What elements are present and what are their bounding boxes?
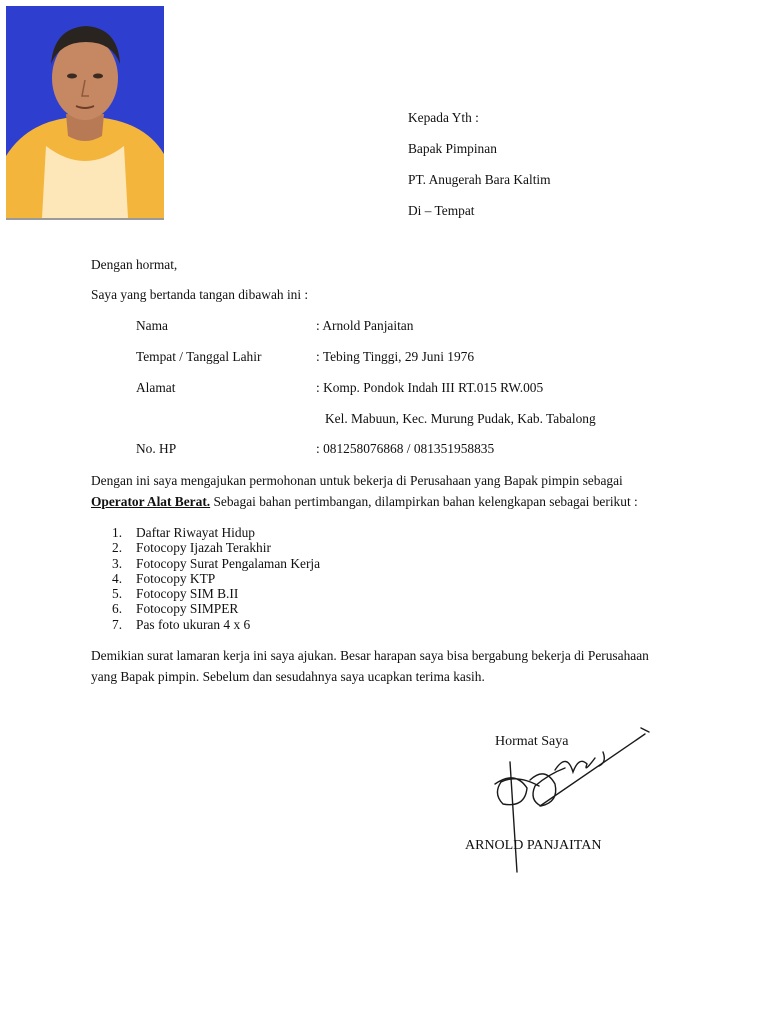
list-item: [112, 601, 512, 616]
list-item-number: 3.: [112, 555, 123, 571]
list-item: [112, 586, 512, 601]
position-applied: Operator Alat Berat.: [91, 493, 211, 509]
identity-value-address-2: Kel. Mabuun, Kec. Murung Pudak, Kab. Tabalong: [325, 411, 596, 426]
list-item-number: 2.: [112, 540, 123, 556]
list-item-number: 4.: [112, 570, 123, 586]
list-item: [112, 540, 512, 555]
recipient-line-2: Bapak Pimpinan: [408, 141, 497, 156]
list-item-number: 6.: [112, 601, 123, 617]
closing-line-1: Demikian surat lamaran kerja ini saya ajukan. Besar harapan saya bisa bergabung bekerja di Perusahaan: [91, 648, 649, 663]
list-item-text: Fotocopy KTP: [136, 570, 216, 586]
list-item-text: Daftar Riwayat Hidup: [136, 525, 255, 540]
list-item-number: 5.: [112, 586, 123, 602]
recipient-line-1: Kepada Yth :: [408, 110, 479, 125]
signature-name: ARNOLD PANJAITAN: [465, 838, 602, 853]
identity-value-address: : Komp. Pondok Indah III RT.015 RW.005: [316, 380, 544, 395]
recipient-line-4: Di – Tempat: [408, 203, 475, 218]
list-item-text: Fotocopy Ijazah Terakhir: [136, 540, 271, 556]
identity-label-name: Nama: [136, 318, 168, 333]
applicant-photo: [6, 6, 164, 220]
identity-label-birth: Tempat / Tanggal Lahir: [136, 349, 262, 364]
greeting: Dengan hormat,: [91, 257, 178, 272]
identity-value-phone: : 081258076868 / 081351958835: [316, 441, 495, 456]
attachments-list: [112, 525, 512, 632]
identity-label-address: Alamat: [136, 380, 176, 395]
list-item-text: Fotocopy Surat Pengalaman Kerja: [136, 555, 321, 571]
list-item: [112, 617, 512, 632]
closing-paragraph: [91, 646, 731, 687]
signature-salutation: Hormat Saya: [495, 734, 569, 749]
list-item-number: 1.: [112, 525, 123, 540]
application-line-1: Dengan ini saya mengajukan permohonan untuk bekerja di Perusahaan yang Bapak pimpin sebagai: [91, 473, 623, 488]
list-item-number: 7.: [112, 616, 123, 632]
applicant-photo-image: [6, 6, 164, 218]
recipient-line-3: PT. Anugerah Bara Kaltim: [408, 172, 551, 187]
list-item-text: Pas foto ukuran 4 x 6: [136, 616, 251, 632]
list-item: [112, 525, 512, 540]
identity-value-name: : Arnold Panjaitan: [316, 318, 414, 333]
identity-label-phone: No. HP: [136, 441, 177, 456]
list-item: [112, 556, 512, 571]
application-paragraph: [91, 471, 731, 512]
list-item: [112, 571, 512, 586]
handwritten-signature: [455, 722, 665, 882]
identity-value-birth: : Tebing Tinggi, 29 Juni 1976: [316, 349, 475, 364]
intro-text: Saya yang bertanda tangan dibawah ini :: [91, 287, 309, 302]
application-line-2: [91, 492, 731, 513]
list-item-text: Fotocopy SIMPER: [136, 601, 239, 617]
list-item-text: Fotocopy SIM B.II: [136, 586, 239, 602]
application-line-2-rest: Sebagai bahan pertimbangan, dilampirkan bahan kelengkapan sebagai berikut :: [210, 493, 638, 509]
signature-block: [455, 722, 665, 882]
closing-line-2: yang Bapak pimpin. Sebelum dan sesudahnya saya ucapkan terima kasih.: [91, 668, 485, 684]
